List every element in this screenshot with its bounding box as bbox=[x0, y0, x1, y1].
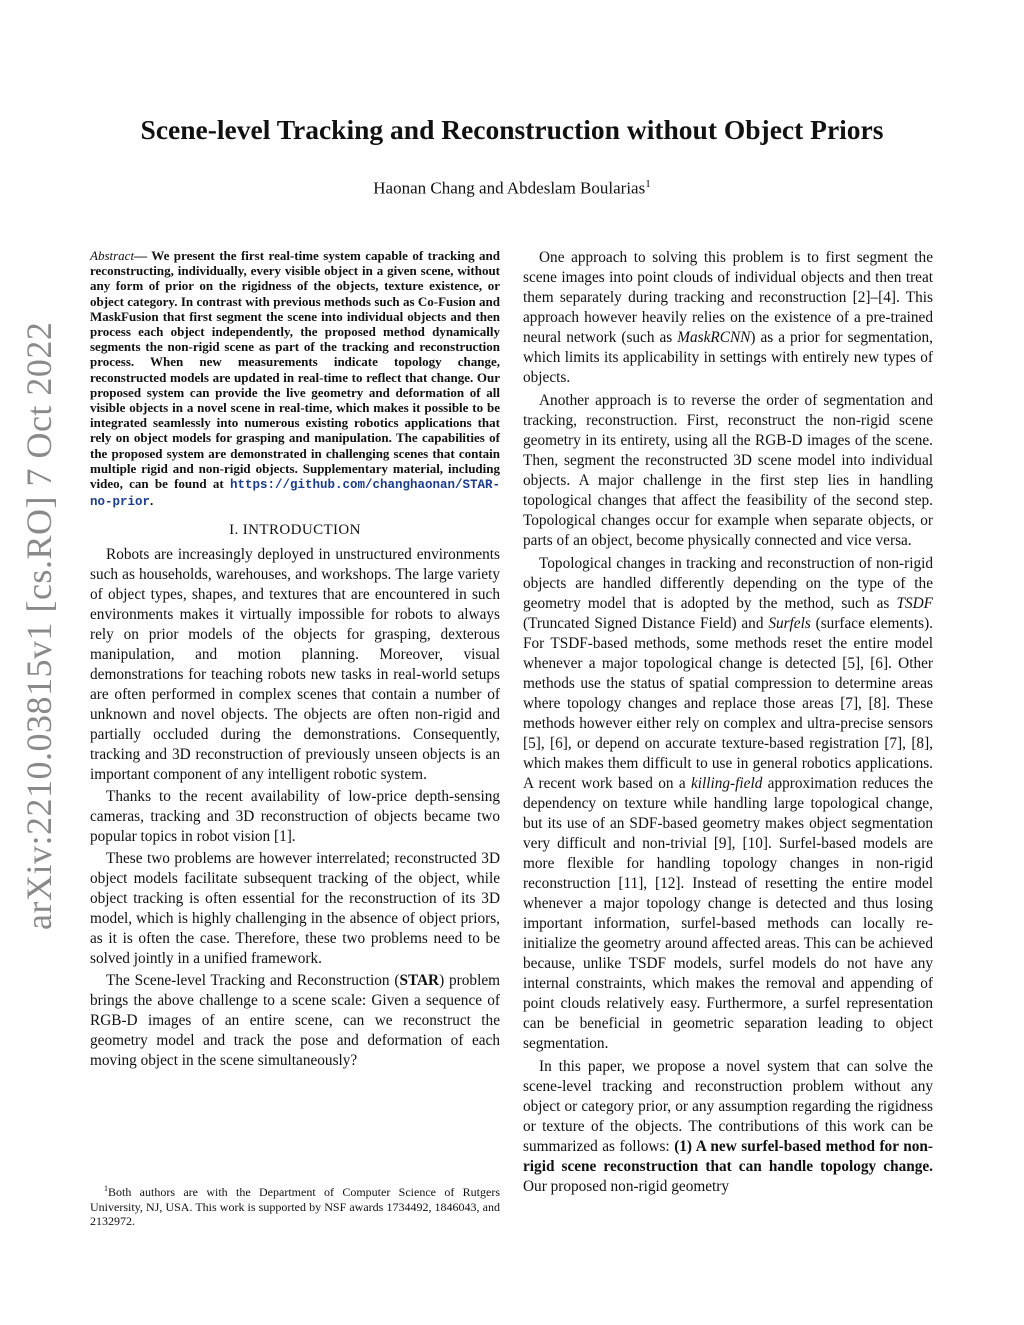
intro-paragraph-2: Thanks to the recent availability of low-price depth-sensing cameras, tracking and 3D reconstruction of objects became two popular topics in robot vision [1]. bbox=[90, 788, 500, 846]
authors-names: Haonan Chang and Abdeslam Boularias bbox=[373, 178, 646, 198]
killing-field-term: killing-field bbox=[690, 775, 763, 792]
authors-affiliation-mark: 1 bbox=[645, 178, 651, 190]
abstract bbox=[90, 248, 500, 510]
right-p4-end: Our proposed non-rigid geometry bbox=[523, 1178, 730, 1195]
supplementary-url-link[interactable]: https://github.com/changhaonan/STAR-no-prior bbox=[90, 478, 500, 510]
authors-line bbox=[80, 178, 944, 199]
right-p1-start: One approach to solving this problem is to first segment the scene images into point clouds of individual objects and then treat them separately during tracking and reconstruction [2]–[4]. This approach however heavily relies on the existence of a pre-trained neural network (such as bbox=[523, 249, 933, 346]
right-p3-part-b: (Truncated Signed Distance Field) and bbox=[523, 615, 769, 632]
intro-paragraph-4 bbox=[90, 971, 500, 1071]
footnote bbox=[90, 1182, 500, 1229]
intro-paragraph-1: Robots are increasingly deployed in unstructured environments such as households, warehouses, and workshops. The large variety of object types, shapes, and textures that are encountered in such environments makes it virtually impossible for robots to always rely on prior models of the objects for grasping, dexterous manipulation, and motion planning. Moreover, visual demonstrations for teaching robots new tasks in real-world setups are often performed in complex scenes that contain a number of unknown and novel objects. The objects are often non-rigid and partially occluded during the demonstrations. Consequently, tracking and 3D reconstruction of previously unseen objects is an important component of any intelligent robotic system. bbox=[90, 546, 500, 784]
footnote-text: Both authors are with the Department of Computer Science of Rutgers University, NJ, USA. This work is supported by NSF awards 1734492, 1846043, and 2132972. bbox=[90, 1185, 500, 1228]
right-paragraph-1 bbox=[523, 248, 933, 388]
right-p4-start: In this paper, we propose a novel system that can solve the scene-level tracking and reconstruction problem without any object or category prior, or any assumption regarding the rigidness or texture of the objects. The contributions of this work can be summarized as follows: bbox=[523, 1058, 933, 1155]
right-paragraph-3 bbox=[523, 554, 933, 1054]
right-column bbox=[523, 248, 933, 1200]
abstract-text: We present the first real-time system capable of tracking and reconstructing, individually, every visible object in a given scene, without any form of prior on the rigidness of the objects, texture existence, or object category. In contrast with previous methods such as Co-Fusion and MaskFusion that first segment the scene into individual objects and then process each object independently, the proposed method dynamically segments the non-rigid scene as part of the tracking and reconstruction process. When new measurements indicate topology change, reconstructed models are updated in real-time to reflect that change. Our proposed system can provide the live geometry and deformation of all visible objects in a novel scene in real-time, which makes it possible to be integrated seamlessly into numerous existing robotics applications that rely on object models for grasping and manipulation. The capabilities of the proposed system are demonstrated in challenging scenes that contain multiple rigid and non-rigid objects. Supplementary material, including video, can be found at bbox=[90, 248, 500, 492]
arxiv-identifier-stamp: arXiv:2210.03815v1 [cs.RO] 7 Oct 2022 bbox=[19, 321, 59, 930]
surfels-term: Surfels bbox=[768, 615, 811, 632]
right-p1-end: ) as a prior for segmentation, which limits its applicability in settings with entirely new types of objects. bbox=[523, 329, 933, 386]
right-p3-part-a: Topological changes in tracking and reconstruction of non-rigid objects are handled differently depending on the type of the geometry model that is adopted by the method, such as bbox=[523, 555, 933, 612]
intro-p4-start: The Scene-level Tracking and Reconstruction ( bbox=[106, 972, 400, 990]
left-column bbox=[90, 248, 500, 1073]
contribution-1: (1) A new surfel-based method for non-rigid scene reconstruction that can handle topology change. bbox=[523, 1138, 933, 1175]
star-acronym: STAR bbox=[399, 972, 440, 990]
section-heading-introduction: I. INTRODUCTION bbox=[229, 522, 361, 539]
right-p3-part-d: approximation reduces the dependency on texture while handling large topological change, but its use of an SDF-based geometry makes object segmentation very difficult and non-trivial [9], [10]. Surfel-based models are more flexible for handling topology changes in non-rigid reconstruction [11], [12]. Instead of resetting the entire model whenever a major topology change is detected and thus losing important information, surfel-based methods can locally re-initialize the geometry around affected areas. This can be achieved because, unlike TSDF models, surfel models do not have any internal constraints, which makes the removal and appending of point clouds relatively easy. Furthermore, a surfel representation can be beneficial in geometric separation leading to object segmentation. bbox=[523, 775, 933, 1052]
maskrcnn-term: MaskRCNN bbox=[677, 329, 751, 346]
footnote-mark: 1 bbox=[104, 1184, 108, 1193]
tsdf-term: TSDF bbox=[896, 595, 933, 612]
right-paragraph-4 bbox=[523, 1057, 933, 1197]
abstract-dash: — bbox=[134, 248, 152, 263]
right-p3-part-c: (surface elements). For TSDF-based methods, some methods reset the entire model whenever a major topological change is detected [5], [6]. Other methods use the status of spatial compression to determine areas where topology changes and replace those areas [7], [8]. These methods however either rely on complex and ultra-precise sensors [5], [6], or depend on accurate texture-based registration [7], [8], which makes them difficult to use in general robotics applications. A recent work based on a bbox=[523, 615, 933, 792]
paper-title: Scene-level Tracking and Reconstruction without Object Priors bbox=[140, 114, 884, 145]
right-paragraph-2: Another approach is to reverse the order of segmentation and tracking, reconstruction. First, reconstruct the non-rigid scene geometry in its entirety, using all the RGB-D images of the scene. Then, segment the reconstructed 3D scene model into individual objects. A major challenge in the first step lies in handling topological changes that affect the feasibility of the second step. Topological changes occur for example when separate objects, or parts of an object, become physically connected and vice versa. bbox=[523, 392, 933, 549]
intro-paragraph-3: These two problems are however interrelated; reconstructed 3D object models facilitate subsequent tracking of the object, while object tracking is often essential for the reconstruction of its 3D model, which is highly challenging in the absence of object priors, as it is often the case. Therefore, these two problems need to be solved jointly in a unified framework. bbox=[90, 850, 500, 968]
intro-p4-end: ) problem brings the above challenge to a scene scale: Given a sequence of RGB-D images of an entire scene, can we reconstruct the geometry model and track the pose and deformation of each moving object in the scene simultaneously? bbox=[90, 972, 501, 1070]
abstract-end: . bbox=[150, 493, 154, 509]
abstract-label: Abstract bbox=[90, 248, 135, 263]
